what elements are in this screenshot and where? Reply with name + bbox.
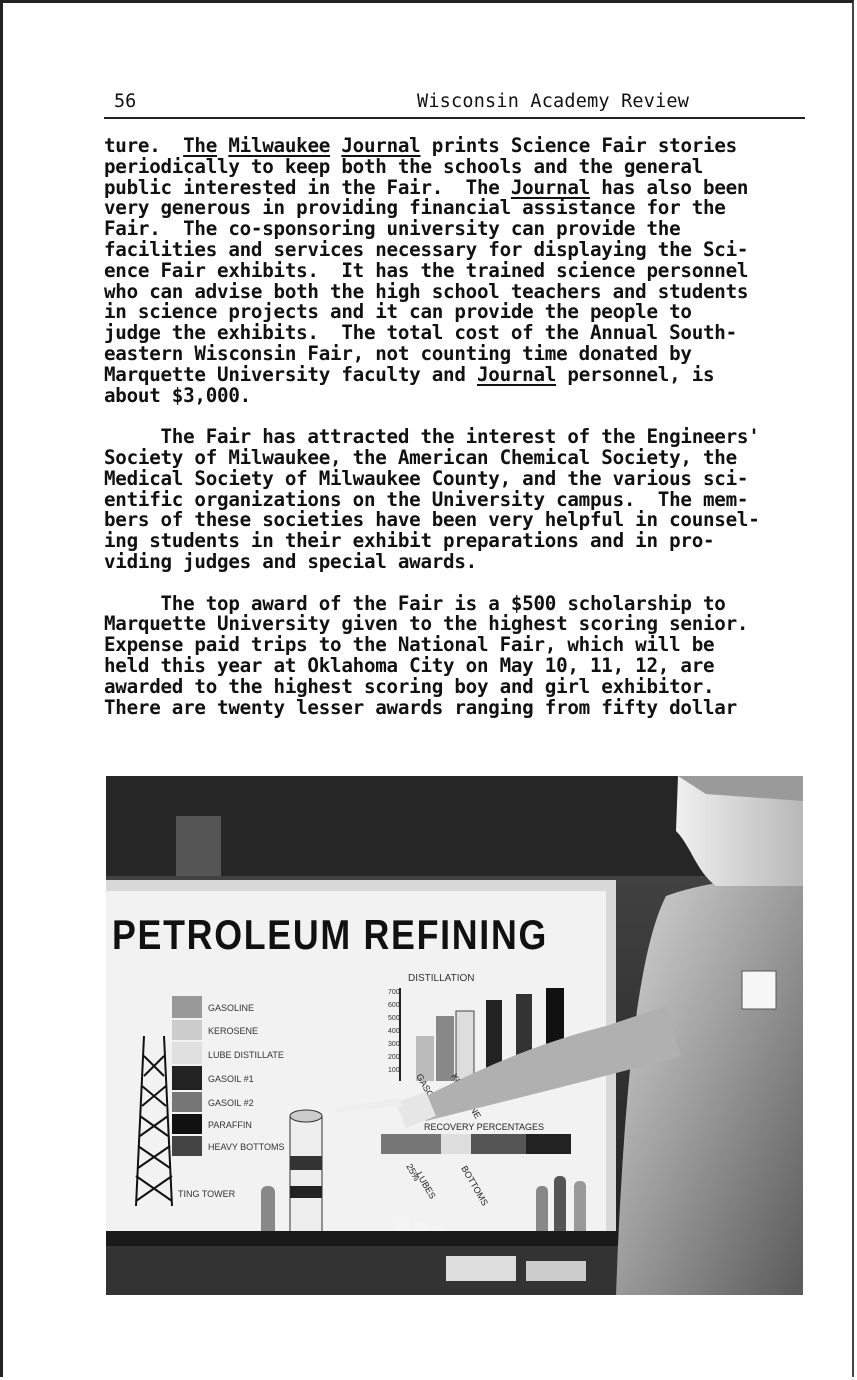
axis-tick-label: 200 [388, 1054, 400, 1061]
body-text [104, 136, 824, 718]
text-line: entific organizations on the University campus. The mem- [104, 487, 749, 511]
axis-tick-label: 700 [388, 989, 400, 996]
text-line: bers of these societies have been very helpful in counsel- [104, 508, 760, 532]
running-title: Wisconsin Academy Review [417, 91, 690, 112]
text-line: very generous in providing financial assistance for the [104, 196, 726, 220]
text-line: in science projects and it can provide the people to [104, 300, 692, 324]
text-line: Medical Society of Milwaukee County, and the various sci- [104, 466, 749, 490]
paragraph [104, 136, 824, 406]
text-line: judge the exhibits. The total cost of the Annual South- [104, 321, 737, 345]
recovery-label: RECOVERY PERCENTAGES [424, 1122, 545, 1132]
underlined-title: Journal [476, 362, 557, 386]
paragraph [104, 591, 824, 719]
page-number: 56 [114, 91, 137, 112]
text-line: Society of Milwaukee, the American Chemical Society, the [104, 445, 737, 469]
text-line: periodically to keep both the schools and the general [104, 154, 703, 178]
underlined-title: The [183, 134, 218, 157]
underlined-title: Journal [510, 175, 590, 199]
text-line: ing students in their exhibit preparations and in pro- [104, 529, 715, 553]
running-header [104, 91, 805, 119]
text-line: facilities and services necessary for displaying the Sci- [104, 237, 749, 261]
axis-tick-label: 500 [388, 1015, 400, 1022]
legend-label: GASOLINE [208, 1003, 255, 1013]
tower-label: TING TOWER [178, 1189, 236, 1199]
text-line: Expense paid trips to the National Fair, which will be [104, 633, 715, 657]
text-line: held this year at Oklahoma City on May 10, 11, 12, are [104, 653, 715, 677]
axis-tick-label: 100 [388, 1067, 400, 1074]
legend-label: GASOIL #2 [208, 1098, 254, 1108]
text-line: The Fair has attracted the interest of the Engineers' [104, 425, 760, 449]
text-line: Marquette University given to the highest scoring senior. [104, 612, 749, 636]
text-line: ence Fair exhibits. It has the trained science personnel [104, 258, 749, 282]
text-line: who can advise both the high school teachers and students [104, 279, 749, 303]
text-line: There are twenty lesser awards ranging from fifty dollar [104, 695, 737, 719]
axis-tick-label: 400 [388, 1028, 400, 1035]
legend-label: KEROSENE [208, 1026, 259, 1036]
legend-label: PARAFFIN [208, 1120, 252, 1130]
text-line: ture. The Milwaukee Journal prints Science Fair stories [104, 134, 737, 157]
legend-label: HEAVY BOTTOMS [208, 1142, 285, 1152]
text-line: viding judges and special awards. [104, 549, 477, 573]
text-line: about $3,000. [104, 383, 251, 407]
text-line: The top award of the Fair is a $500 scholarship to [104, 591, 726, 615]
axis-tick-label: 600 [388, 1002, 400, 1009]
text-line: public interested in the Fair. The Journal has also been [104, 175, 749, 199]
exhibit-photograph [106, 776, 803, 1295]
diagonal-label: BOTTOMS [459, 1164, 491, 1208]
text-line: eastern Wisconsin Fair, not counting time donated by [104, 341, 692, 365]
text-line: Marquette University faculty and Journal personnel, is [104, 362, 715, 386]
text-line: Fair. The co-sponsoring university can provide the [104, 217, 681, 241]
axis-tick-label: 300 [388, 1041, 400, 1048]
underlined-title: Milwaukee [228, 134, 331, 157]
distillation-label: DISTILLATION [408, 973, 475, 984]
legend-label: LUBE DISTILLATE [208, 1050, 284, 1060]
diagonal-label: 25% [404, 1162, 422, 1183]
text-line: awarded to the highest scoring boy and girl exhibitor. [104, 674, 715, 698]
diagonal-label: LUBES [414, 1170, 438, 1201]
underlined-title: Journal [341, 134, 421, 157]
poster-title: PETROLEUM REFINING [112, 911, 548, 958]
legend-label: GASOIL #1 [208, 1074, 254, 1084]
paragraph [104, 427, 824, 573]
